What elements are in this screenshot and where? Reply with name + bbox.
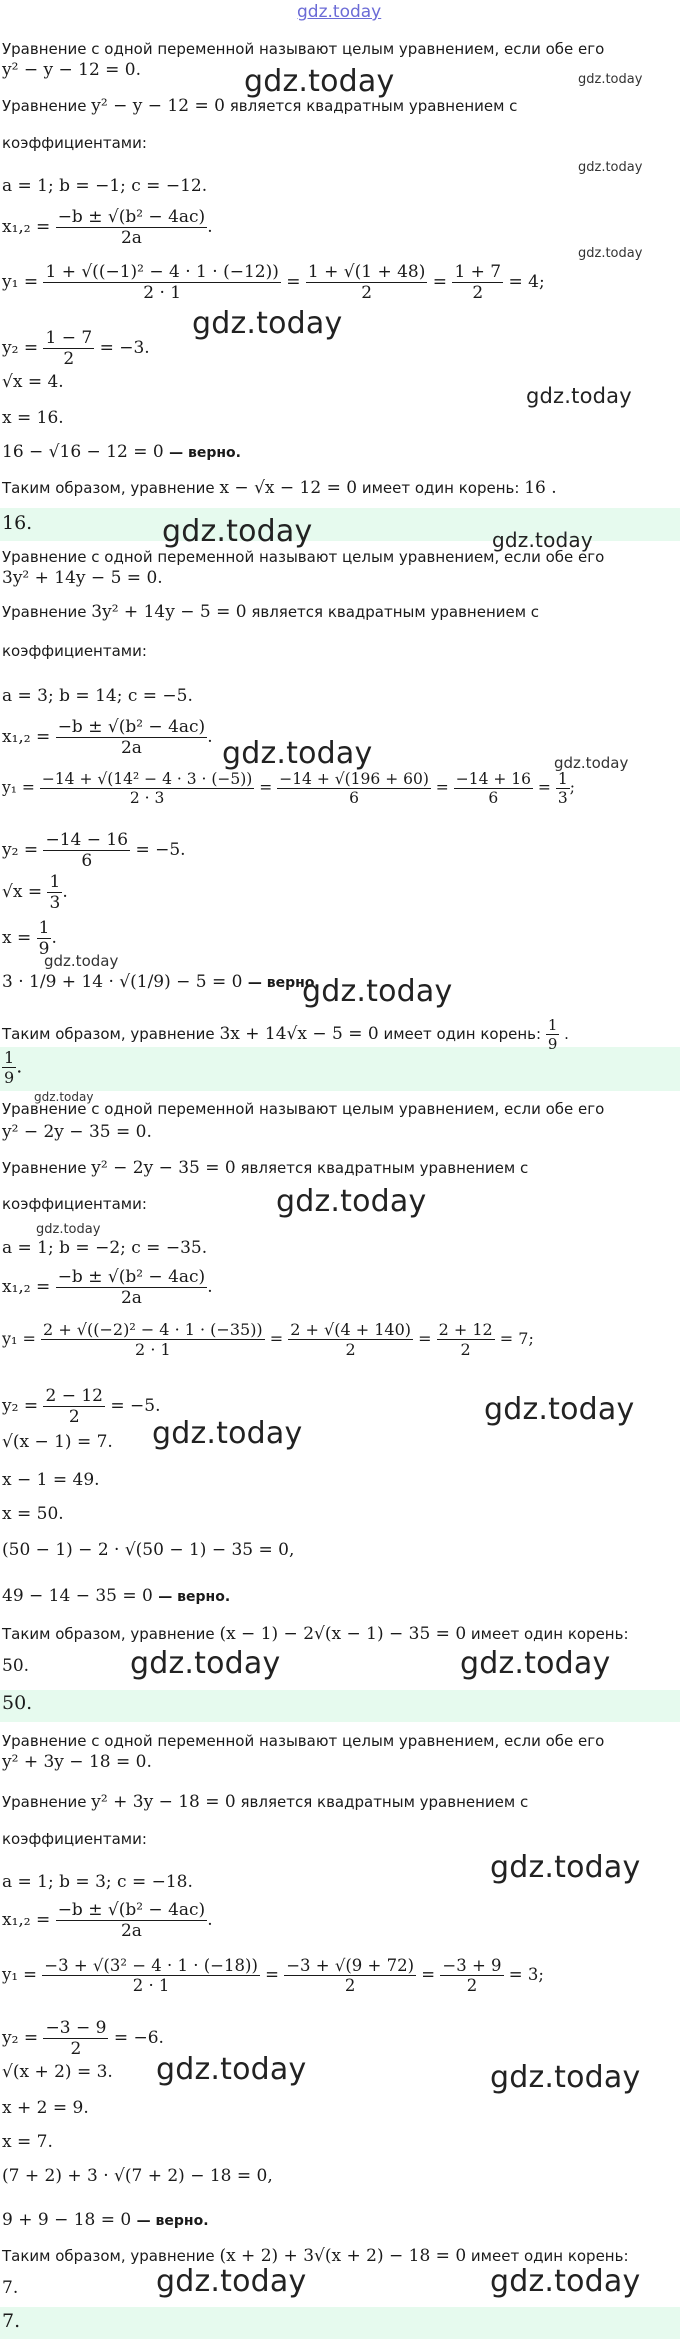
coefficients-label: коэффициентами: [2, 642, 147, 660]
intro-text: Уравнение с одной переменной называют целым уравнением, если обе его [2, 1732, 605, 1750]
step: √(x + 2) = 3. [2, 2062, 113, 2082]
watermark: gdz.today [152, 1416, 303, 1451]
check-line: 16 − √16 − 12 = 0 — верно. [2, 442, 241, 462]
answer: 50. [2, 1692, 33, 1714]
watermark: gdz.today [162, 514, 313, 549]
y1-computation: y₁ = $\frac{\text{−3 + √(3² − 4 · 1 · (−18))}}{2 \cdot 1}$ = $\frac{-3 + √(9 + 72)}{2}$ = $\frac{-3 + 9}{2}$ = 3; [2, 1956, 544, 1995]
answer: 7. [2, 2310, 21, 2332]
step: x = 50. [2, 1504, 64, 1524]
intro-text: Уравнение с одной переменной называют целым уравнением, если обе его [2, 1100, 605, 1118]
check-line: 9 + 9 − 18 = 0 — верно. [2, 2210, 209, 2230]
equation: y² + 3y − 18 = 0. [2, 1752, 152, 1772]
watermark: gdz.today [578, 246, 643, 261]
equation: y² − 2y − 35 = 0. [2, 1122, 152, 1142]
watermark: gdz.today [156, 2264, 307, 2299]
root-formula: x₁,₂ = $\frac{\text{−b ± √(b² − 4ac)}}{2a}$ . [2, 1900, 213, 1941]
step: x = 7. [2, 2132, 53, 2152]
step: x + 2 = 9. [2, 2098, 89, 2118]
intro-text: Уравнение с одной переменной называют целым уравнением, если обе его [2, 548, 605, 566]
quadratic-statement: Уравнение y² − y − 12 = 0 является квадратным уравнением с [2, 96, 518, 116]
step: (50 − 1) − 2 · √(50 − 1) − 35 = 0, [2, 1540, 295, 1560]
y2-computation: y₂ = $\frac{2 - 12}{2}$ = −5. [2, 1386, 161, 1427]
step: √(x − 1) = 7. [2, 1432, 113, 1452]
root-formula: x₁,₂ = $\frac{\text{−b ± √(b² − 4ac)}}{2a}$ . [2, 207, 213, 248]
answer: 16. [2, 512, 33, 534]
watermark: gdz.today [192, 306, 343, 341]
quadratic-statement: Уравнение y² − 2y − 35 = 0 является квадратным уравнением с [2, 1158, 529, 1178]
conclusion-root: 50. [2, 1656, 30, 1676]
step: x = $\frac{1}{9}$ . [2, 918, 57, 959]
watermark: gdz.today [460, 1646, 611, 1681]
y2-computation: y₂ = $\frac{-14 - 16}{6}$ = −5. [2, 830, 186, 871]
y1-computation: y₁ = $\frac{\text{−14 + √(14² − 4 · 3 · (−5))}}{2 \cdot 3}$ = $\frac{-14 + √(196 + 60)}{6}$ = $\frac{-14 + 16}{6}$ = $\frac{1}{3}$ ; [2, 770, 575, 807]
step: (7 + 2) + 3 · √(7 + 2) − 18 = 0, [2, 2166, 273, 2186]
watermark: gdz.today [554, 754, 629, 772]
coefficients: a = 1; b = 3; c = −18. [2, 1872, 193, 1892]
watermark: gdz.today [578, 72, 643, 87]
watermark: gdz.today [130, 1646, 281, 1681]
watermark: gdz.today [156, 2052, 307, 2087]
quadratic-statement: Уравнение 3y² + 14y − 5 = 0 является квадратным уравнением с [2, 602, 540, 622]
watermark: gdz.today [244, 64, 395, 99]
watermark: gdz.today [44, 952, 119, 970]
step: x = 16. [2, 408, 64, 428]
check-line: 49 − 14 − 35 = 0 — верно. [2, 1586, 231, 1606]
coefficients: a = 3; b = 14; c = −5. [2, 686, 193, 706]
root-formula: x₁,₂ = $\frac{\text{−b ± √(b² − 4ac)}}{2a}$ . [2, 717, 213, 758]
watermark: gdz.today [490, 2060, 641, 2095]
intro-text: Уравнение с одной переменной называют целым уравнением, если обе его [2, 40, 605, 58]
coefficients: a = 1; b = −1; c = −12. [2, 176, 208, 196]
coefficients: a = 1; b = −2; c = −35. [2, 1238, 208, 1258]
step: √x = $\frac{1}{3}$ . [2, 872, 68, 913]
watermark: gdz.today [34, 1090, 94, 1104]
quadratic-statement: Уравнение y² + 3y − 18 = 0 является квадратным уравнением с [2, 1792, 529, 1812]
watermark: gdz.today [490, 1850, 641, 1885]
conclusion: Таким образом, уравнение (x − 1) − 2√(x − 1) − 35 = 0 имеет один корень: [2, 1624, 629, 1644]
conclusion: Таким образом, уравнение x − √x − 12 = 0 имеет один корень: 16 . [2, 478, 557, 498]
watermark: gdz.today [36, 1222, 101, 1237]
step: x − 1 = 49. [2, 1470, 100, 1490]
watermark: gdz.today [490, 2264, 641, 2299]
conclusion-root: 7. [2, 2278, 19, 2298]
watermark: gdz.today [484, 1392, 635, 1427]
watermark: gdz.today [492, 528, 593, 552]
equation: y² − y − 12 = 0. [2, 60, 142, 80]
coefficients-label: коэффициентами: [2, 1195, 147, 1213]
watermark: gdz.today [578, 160, 643, 175]
root-formula: x₁,₂ = $\frac{\text{−b ± √(b² − 4ac)}}{2a}$ . [2, 1267, 213, 1308]
conclusion: Таким образом, уравнение (x + 2) + 3√(x + 2) − 18 = 0 имеет один корень: [2, 2246, 629, 2266]
answer-band [0, 1690, 680, 1722]
watermark: gdz.today [276, 1184, 427, 1219]
step: √x = 4. [2, 372, 64, 392]
watermark: gdz.today [222, 736, 373, 771]
answer-band [0, 1047, 680, 1091]
answer: $\frac{1}{9}$ . [4, 1048, 23, 1087]
equation: 3y² + 14y − 5 = 0. [2, 568, 163, 588]
watermark: gdz.today [526, 384, 632, 408]
answer-band [0, 2307, 680, 2339]
y2-computation: y₂ = $\frac{-3 - 9}{2}$ = −6. [2, 2018, 164, 2059]
y1-computation: y₁ = $\frac{\text{2 + √((−2)² − 4 · 1 · (−35))}}{2 \cdot 1}$ = $\frac{2 + √(4 + 140)}{2}$ = $\frac{2 + 12}{2}$ = 7; [2, 1320, 534, 1359]
site-logo[interactable]: gdz.today [297, 2, 382, 22]
conclusion: Таким образом, уравнение 3x + 14√x − 5 = 0 имеет один корень: $\frac{1}{9}$ . [2, 1016, 569, 1053]
coefficients-label: коэффициентами: [2, 134, 147, 152]
watermark: gdz.today [302, 974, 453, 1009]
y1-computation: y₁ = $\frac{\text{1 + √((−1)² − 4 · 1 · (−12))}}{2 \cdot 1}$ = $\frac{1 + √(1 + 48)}{2}$ = $\frac{1 + 7}{2}$ = 4; [2, 262, 545, 303]
y2-computation: y₂ = $\frac{1 - 7}{2}$ = −3. [2, 328, 150, 369]
coefficients-label: коэффициентами: [2, 1830, 147, 1848]
check-line: 3 · 1/9 + 14 · √(1/9) − 5 = 0 — верно. [2, 972, 320, 992]
